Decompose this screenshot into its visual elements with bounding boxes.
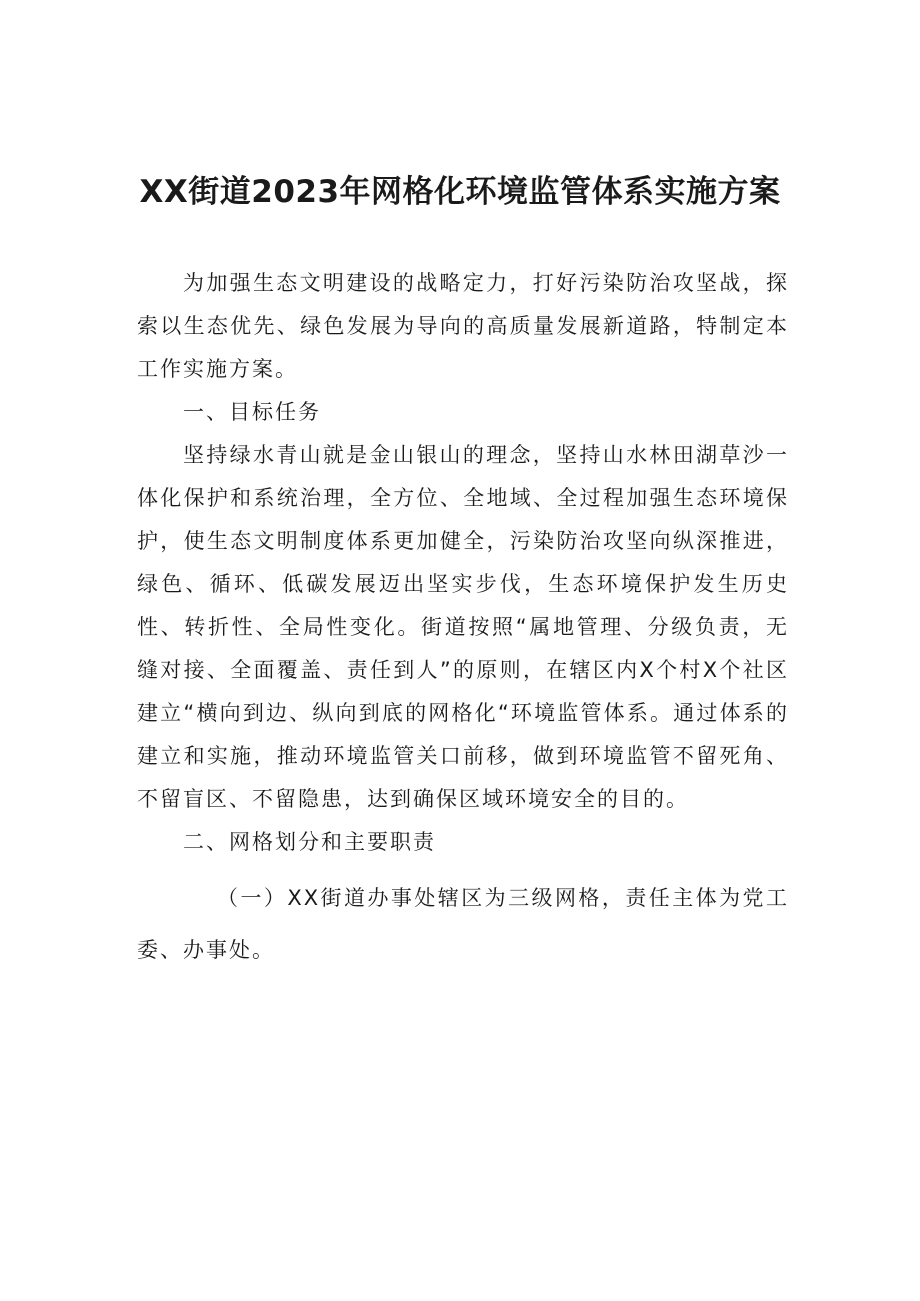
- section-heading-goals: 一、目标任务: [183, 400, 321, 424]
- document-title: XX街道2023年网格化环境监管体系实施方案: [139, 174, 781, 210]
- goals-paragraph: 坚持绿水青山就是金山银山的理念，坚持山水林田湖草沙一体化保护和系统治理，全方位、全地域、全过程加强生态环境保护，使生态文明制度体系更加健全，污染防治攻坚向纵深推进，绿色、循环、低碳发展迈出坚实步伐，生态环境保护发生历史性、转折性、全局性变化。街道按照“属地管理、分级负责，无缝对接、全面覆盖、责任到人”的原则，在辖区内X个村X个社区建立“横向到边、纵向到底的网格化“环境监管体系。通过体系的建立和实施，推动环境监管关口前移，做到环境监管不留死角、不留盲区、不留隐患，达到确保区域环境安全的目的。: [137, 443, 789, 811]
- grid-subsection-paragraph: （一）XX街道办事处辖区为三级网格，责任主体为党工委、办事处。: [137, 886, 789, 962]
- section-heading-grid: 二、网格划分和主要职责: [183, 830, 436, 854]
- intro-paragraph: 为加强生态文明建设的战略定力，打好污染防治攻坚战，探索以生态优先、绿色发展为导向的高质量发展新道路，特制定本工作实施方案。: [137, 271, 789, 381]
- document-body: [137, 262, 789, 976]
